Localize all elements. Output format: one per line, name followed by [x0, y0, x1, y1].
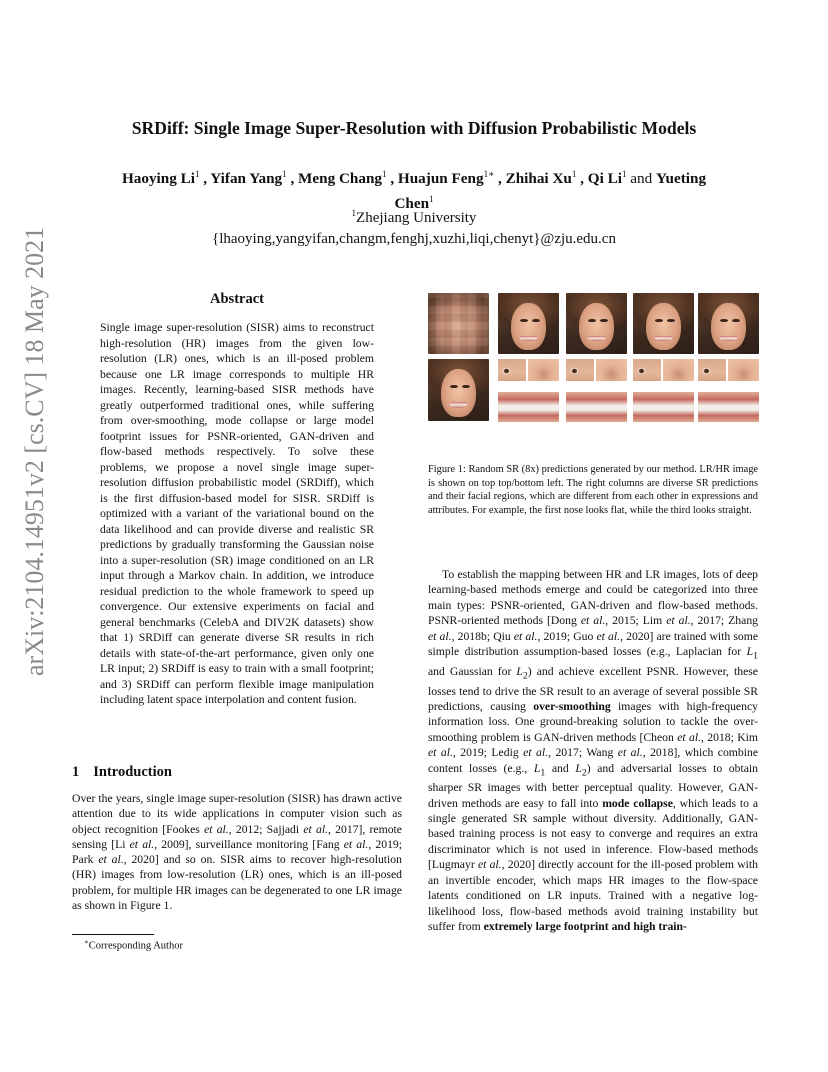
nose-crop — [663, 359, 694, 381]
text-run: et al. — [477, 858, 502, 872]
author-last-sup: 1 — [429, 194, 434, 205]
sr-prediction-image — [698, 293, 759, 354]
author-name: Zhihai Xu — [505, 170, 572, 188]
nose-crop — [596, 359, 627, 381]
sr-prediction-image — [498, 293, 559, 354]
author-last-second-part: Chen — [394, 195, 430, 213]
text-run: et al. — [303, 822, 328, 836]
text-run: , 2015; Lim — [605, 614, 667, 628]
hr-ground-truth-image — [428, 359, 489, 421]
figure-1 — [428, 293, 758, 441]
eyes-crop — [498, 359, 526, 381]
text-run: , 2019; Ledig — [452, 746, 524, 760]
author-name: Meng Chang — [298, 170, 383, 188]
text-run: and — [545, 761, 576, 775]
text-run: ) and achieve excellent PSNR. However, these losses tend to drive the SR result to an average of several possible SR predictions, causing — [428, 664, 758, 713]
author-separator: , — [199, 170, 211, 188]
text-run: and Gaussian for — [428, 664, 517, 678]
footnote-rule — [72, 934, 154, 935]
author-name: Huajun Feng — [397, 170, 484, 188]
text-run: , 2009], surveillance monitoring [Fang — [154, 837, 344, 851]
arxiv-stamp: arXiv:2104.14951v2 [cs.CV] 18 May 2021 — [20, 226, 49, 676]
footnote-mark: ∗ — [84, 938, 89, 946]
text-run: mode collapse — [602, 796, 673, 810]
text-run: et al. — [523, 746, 549, 760]
text-run: et al. — [428, 629, 452, 643]
author-separator: , — [576, 170, 588, 188]
lr-input-image — [428, 293, 489, 354]
body-text — [428, 567, 758, 934]
eyes-crop — [566, 359, 594, 381]
text-run: , 2020] are trained with some simple distribution assumption-based losses (e.g., Laplacian for — [428, 629, 759, 659]
author-emails: {lhaoying,yangyifan,changm,fenghj,xuzhi,liqi,chenyt}@zju.edu.cn — [212, 231, 616, 247]
text-run: , 2017; Wang — [548, 746, 618, 760]
abstract-text: Single image super-resolution (SISR) aims to reconstruct high-resolution (HR) images from the given low-resolution (LR) ones, which is an ill-posed problem because one LR image corresponds to multiple HR images. Recently, learning-based SISR methods have greatly outperformed traditional ones, while suffering from over-smoothing, mode collapse or large model footprint issues for PSNR-oriented, GAN-driven and flow-based methods respectively. To solve these problems, we propose a novel single image super-resolution diffusion probabilistic model (SRDiff), which is the first diffusion-based model for SISR. SRDiff is optimized with a variant of the variational bound on the data likelihood and can provide diverse and realistic SR predictions by gradually transforming the Gaussian noise into a super-resolution (SR) image conditioned on an LR input through a Markov chain. In addition, we introduce residual prediction to the whole framework to speed up convergence. Our extensive experiments on facial and general benchmarks (CelebA and DIV2K datasets) show that 1) SRDiff can generate diverse SR results in rich details with state-of-the-art performance, given only one LR input; 2) SRDiff is easy to train with a small footprint; and 3) SRDiff can perform flexible image manipulation including latent space interpolation and content fusion. — [100, 321, 374, 706]
text-run: et al. — [428, 746, 453, 760]
text-run: et al. — [343, 837, 369, 851]
author-name: Yifan Yang — [210, 170, 283, 188]
text-run: , 2020] directly account for the ill-posed problem with an invertible encoder, which maps HR images to the flow-space latents conditioned on LR inputs. Trained with a negative log-likelihood loss, flow-based methods avoid training instability but suffer from — [428, 858, 759, 933]
eyes-crop — [698, 359, 726, 381]
text-run: , 2018; Kim — [701, 730, 758, 744]
author-name: Haoying Li — [121, 170, 195, 188]
text-run: , 2019; Park — [72, 837, 402, 867]
figure-1-caption: Figure 1: Random SR (8x) predictions generated by our method. LR/HR image is shown on top top/bottom left. The right columns are diverse SR predictions and their facial regions, which are different from each other in expressions and attributes. For example, the first nose looks flat, while the third looks straight. — [428, 464, 758, 516]
abstract-heading: Abstract — [210, 291, 264, 307]
text-run: et al. — [677, 730, 701, 744]
introduction-paragraph — [72, 791, 402, 913]
text-run: L — [516, 664, 523, 678]
sr-prediction-image — [566, 293, 627, 354]
text-run: , which leads to a single generated SR sample without diversity. Additionally, GAN-based training process is not easy to converge and requires an extra discriminator which is not used in inference. Flow-based methods [Lugmayr — [428, 796, 759, 872]
text-run: 2 — [581, 766, 587, 778]
text-run: , 2017; Zhang — [690, 614, 759, 628]
author-separator: , — [494, 170, 506, 188]
text-run: et al. — [129, 837, 155, 851]
eyes-crop — [633, 359, 661, 381]
footnote — [84, 938, 183, 952]
author-separator: , — [286, 170, 299, 188]
nose-crop — [528, 359, 559, 381]
author-separator: , — [386, 170, 398, 188]
text-run: 1 — [540, 766, 546, 778]
text-run: , 2017], remote sensing [Li — [72, 822, 402, 851]
text-run: 1 — [753, 650, 758, 662]
text-run: To establish the mapping between HR and LR images, lots of deep learning-based methods emerge and could be categorized into three main types: PSNR-oriented, GAN-driven and flow-based methods. PSNR-oriented methods [Dong — [428, 568, 758, 628]
text-run: , 2019; Guo — [537, 629, 597, 643]
affiliation-sup: 1 — [351, 208, 357, 218]
text-run: et al. — [513, 629, 538, 643]
lips-crop — [566, 392, 627, 422]
affiliation — [60, 208, 768, 227]
right-column-paragraph — [428, 567, 758, 934]
lips-crop — [633, 392, 694, 422]
sr-prediction-image — [633, 293, 694, 354]
text-run: 2 — [522, 670, 528, 682]
text-run: L — [575, 761, 582, 775]
affiliation-name: Zhejiang University — [356, 210, 477, 226]
author-last-first-part: Yueting — [655, 170, 707, 188]
text-run: ) and adversarial losses to obtain sharper SR images with better perceptual quality. However, GAN-driven methods are easy to fall into — [428, 761, 759, 810]
author-affiliation-sup: 1 — [621, 169, 627, 179]
text-run: et al. — [98, 853, 124, 867]
paper-title: SRDiff: Single Image Super-Resolution with Diffusion Probabilistic Models — [131, 118, 697, 138]
text-run: extremely large footprint and high train- — [483, 919, 687, 933]
text-run: et al. — [204, 822, 229, 836]
text-run: , 2018b; Qiu — [451, 629, 514, 643]
text-run: over-smoothing — [533, 699, 611, 713]
author-affiliation-sup: 1 — [282, 169, 287, 179]
section-title: Introduction — [93, 764, 172, 780]
text-run: et al. — [666, 614, 691, 628]
text-run: L — [533, 761, 541, 775]
text-run: et al. — [596, 629, 621, 643]
lips-crop — [698, 392, 759, 422]
author-and: and — [626, 170, 656, 188]
author-list — [100, 164, 728, 214]
text-run: L — [746, 645, 754, 659]
author-affiliation-sup: 1 — [571, 169, 577, 179]
section-heading-introduction — [72, 764, 186, 781]
lips-crop — [498, 392, 559, 422]
footnote-text: Corresponding Author — [88, 940, 183, 952]
text-run: , 2018], which combine content losses (e.g., — [428, 746, 759, 775]
text-run: et al. — [580, 614, 606, 628]
intro-text — [72, 791, 402, 913]
author-names — [122, 170, 627, 187]
author-name: Qi Li — [587, 170, 622, 188]
nose-crop — [728, 359, 759, 381]
section-number: 1 — [72, 764, 80, 780]
text-run: , 2020] and so on. SISR aims to recover high-resolution (HR) images from low-resolution (LR) ones, which is an ill-posed problem, for multiple HR images can be degenerated to one LR image as shown in Figure 1. — [72, 853, 402, 913]
author-affiliation-sup: 1∗ — [483, 169, 495, 179]
text-run: , 2012; Sajjadi — [228, 822, 304, 836]
author-affiliation-sup: 1 — [382, 169, 387, 179]
text-run: Over the years, single image super-resolution (SISR) has drawn active attention due to its wide applications in computer vision such as object recognition [Fookes — [72, 792, 402, 836]
text-run: et al. — [617, 746, 643, 760]
author-affiliation-sup: 1 — [194, 169, 200, 179]
text-run: images with high-frequency information loss. One ground-breaking solution to tackle the over-smoothing problem is GAN-driven methods [Cheon — [428, 699, 758, 744]
